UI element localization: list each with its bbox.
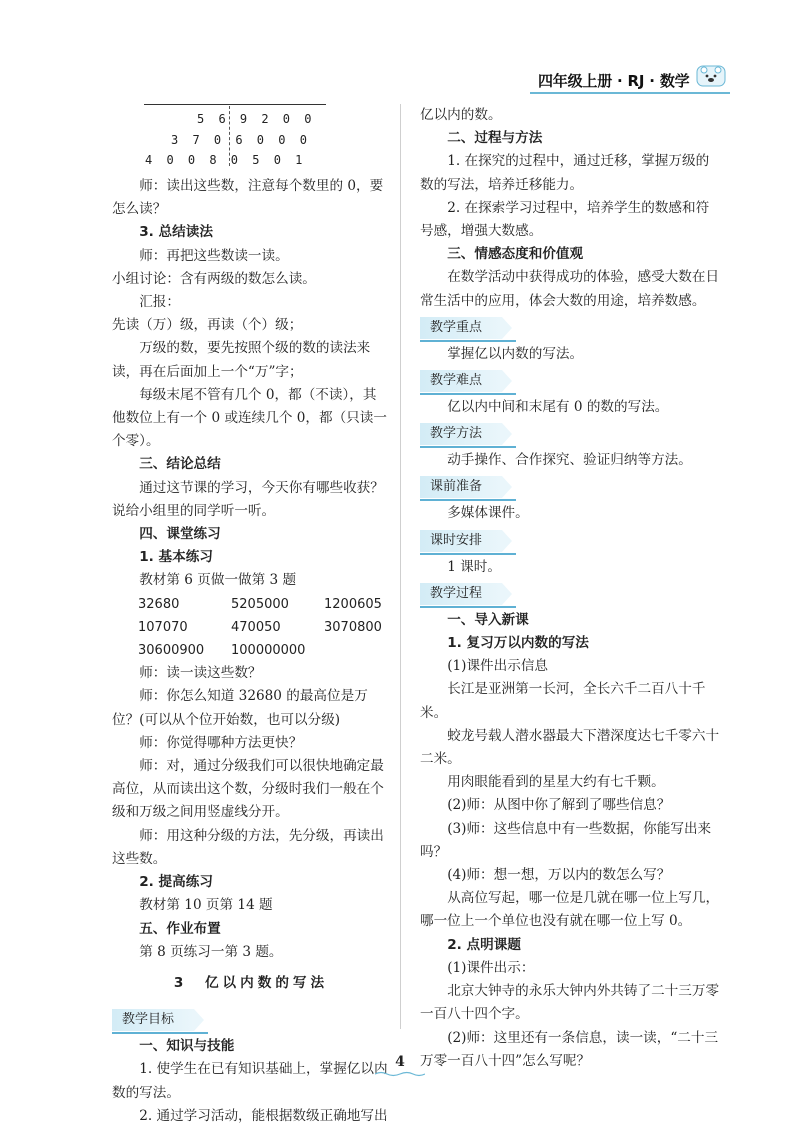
paragraph: 第 8 页练习一第 3 题。 xyxy=(139,943,283,960)
section-heading: 一、导入新课 xyxy=(447,611,529,628)
paragraph: (2)师：从图中你了解到了哪些信息？ xyxy=(447,797,671,814)
number-row: 5 6 9 2 0 0 xyxy=(197,112,315,126)
paragraph: 师：再把这些数读一读。 xyxy=(139,247,289,264)
tag-teaching-goals: 教学目标 xyxy=(112,1009,194,1031)
tag-methods: 教学方法 xyxy=(420,423,502,445)
paragraph: 掌握亿以内数的写法。 xyxy=(447,345,584,362)
paragraph: 北京大钟寺的永乐大钟内外共铸了二十三万零一百八十四个字。 xyxy=(420,983,720,1023)
header-title: 四年级上册 · RJ · 数学 xyxy=(538,72,690,90)
exercise-number: 100000000 xyxy=(231,643,306,659)
paragraph: 亿以内的数。 xyxy=(420,107,502,123)
paragraph: (3)师：这些信息中有一些数据，你能写出来吗？ xyxy=(420,820,712,860)
paragraph: 师：读出这些数，注意每个数里的 0，要怎么读？ xyxy=(112,178,384,218)
paragraph: 从高位写起，哪一位是几就在哪一位上写几，哪一位上一个单位也没有就在哪一位上写 0。 xyxy=(420,890,720,930)
tag-difficulties: 教学难点 xyxy=(420,370,502,392)
paragraph: 说给小组里的同学听一听。 xyxy=(112,502,276,519)
number-row: 4 0 0 8 0 5 0 1 xyxy=(145,153,306,167)
subheading: 3. 总结读法 xyxy=(139,224,213,241)
exercise-number: 30600900 xyxy=(138,643,205,659)
paragraph: (1)课件出示： xyxy=(447,959,535,976)
paragraph: 1 课时。 xyxy=(447,558,501,575)
paragraph: 通过这节课的学习，今天你有哪些收获？ xyxy=(139,479,384,496)
exercise-number: 1200605 xyxy=(324,596,382,612)
paragraph: (1)课件出示信息 xyxy=(447,658,549,675)
subheading: 2. 点明课题 xyxy=(447,936,521,953)
paragraph: 2. 通过学习活动，能根据数级正确地写出 xyxy=(139,1107,388,1124)
paragraph: 万级的数，要先按照个级的数的读法来读，再在后面加上一个“万”字； xyxy=(112,340,371,380)
section-heading: 五、作业布置 xyxy=(139,920,221,937)
paragraph: (2)师：这里还有一条信息，读一读，“二十三万零一百八十四”怎么写呢？ xyxy=(420,1029,719,1069)
exercise-number: 32680 xyxy=(138,596,180,612)
paragraph: (4)师：想一想，万以内的数怎么写？ xyxy=(447,867,671,884)
column-divider xyxy=(400,104,401,1029)
section-heading: 四、课堂练习 xyxy=(139,526,221,543)
exercise-number: 107070 xyxy=(138,619,188,635)
paragraph: 教材第 10 页第 14 题 xyxy=(139,897,273,914)
paragraph: 师：对，通过分级我们可以很快地确定最高位，从而读出这个数，分级时我们一般在个级和万级之间用竖虚线分开。 xyxy=(112,758,384,821)
page-wave-ornament xyxy=(375,1071,425,1077)
header-rule xyxy=(530,92,730,94)
tag-schedule: 课时安排 xyxy=(420,530,502,552)
paragraph: 师：读一读这些数？ xyxy=(139,665,262,682)
paragraph: 亿以内中间和末尾有 0 的数的写法。 xyxy=(447,399,669,416)
exercise-number: 470050 xyxy=(231,619,281,635)
paragraph: 用肉眼能看到的星星大约有七千颗。 xyxy=(447,774,665,791)
paragraph: 师：用这种分级的方法，先分级，再读出这些数。 xyxy=(112,827,384,867)
exercise-numbers xyxy=(112,593,390,663)
subheading: 1. 复习万以内数的写法 xyxy=(447,635,589,652)
paragraph: 动手操作、合作探究、验证归纳等方法。 xyxy=(447,452,692,469)
paragraph: 师：你觉得哪种方法更快？ xyxy=(139,734,303,751)
paragraph: 长江是亚洲第一长河，全长六千二百八十千米。 xyxy=(420,681,706,721)
exercise-number: 5205000 xyxy=(231,596,289,612)
paragraph: 每级末尾不管有几个 0，都（不读），其他数位上有一个 0 或连续几个 0，都（只读一个零）。 xyxy=(112,386,387,450)
tag-process: 教学过程 xyxy=(420,583,502,605)
paragraph: 多媒体课件。 xyxy=(447,505,529,522)
tag-preparation: 课前准备 xyxy=(420,476,502,498)
left-column xyxy=(112,175,390,1128)
paragraph: 教材第 6 页做一做第 3 题 xyxy=(139,572,297,589)
paragraph: 汇报： xyxy=(139,294,180,311)
paragraph: 1. 使学生在已有知识基础上，掌握亿以内数的写法。 xyxy=(112,1061,388,1101)
section-heading: 二、过程与方法 xyxy=(447,130,543,147)
paragraph: 在数学活动中获得成功的体验，感受大数在日常生活中的应用，体会大数的用途，培养数感。 xyxy=(420,269,720,309)
paragraph: 先读（万）级，再读（个）级； xyxy=(112,317,303,334)
paragraph: 师：你怎么知道 32680 的最高位是万位？(可以从个位开始数，也可以分级) xyxy=(112,688,368,728)
subheading: 1. 基本练习 xyxy=(139,549,213,566)
table-rule xyxy=(144,104,326,105)
section-heading: 三、结论总结 xyxy=(139,456,221,473)
paragraph: 蛟龙号载人潜水器最大下潜深度达七千零六十二米。 xyxy=(420,727,720,768)
polar-bear-icon xyxy=(696,64,726,88)
tag-key-points: 教学重点 xyxy=(420,317,502,339)
paragraph: 小组讨论：含有两级的数怎么读。 xyxy=(112,270,316,287)
right-column xyxy=(420,104,720,1073)
exercise-number: 3070800 xyxy=(324,619,382,635)
paragraph: 2. 在探索学习过程中，培养学生的数感和符号感，增强大数感。 xyxy=(420,199,710,240)
subheading: 2. 提高练习 xyxy=(139,874,213,891)
number-row: 3 7 0 6 0 0 0 xyxy=(171,133,311,147)
section-heading: 一、知识与技能 xyxy=(139,1038,235,1055)
lesson-title: 3 亿以内数的写法 xyxy=(173,974,329,991)
section-heading: 三、情感态度和价值观 xyxy=(447,246,584,263)
paragraph: 1. 在探究的过程中，通过迁移，掌握万级的数的写法，培养迁移能力。 xyxy=(420,153,710,193)
page-number: 4 xyxy=(395,1054,405,1070)
